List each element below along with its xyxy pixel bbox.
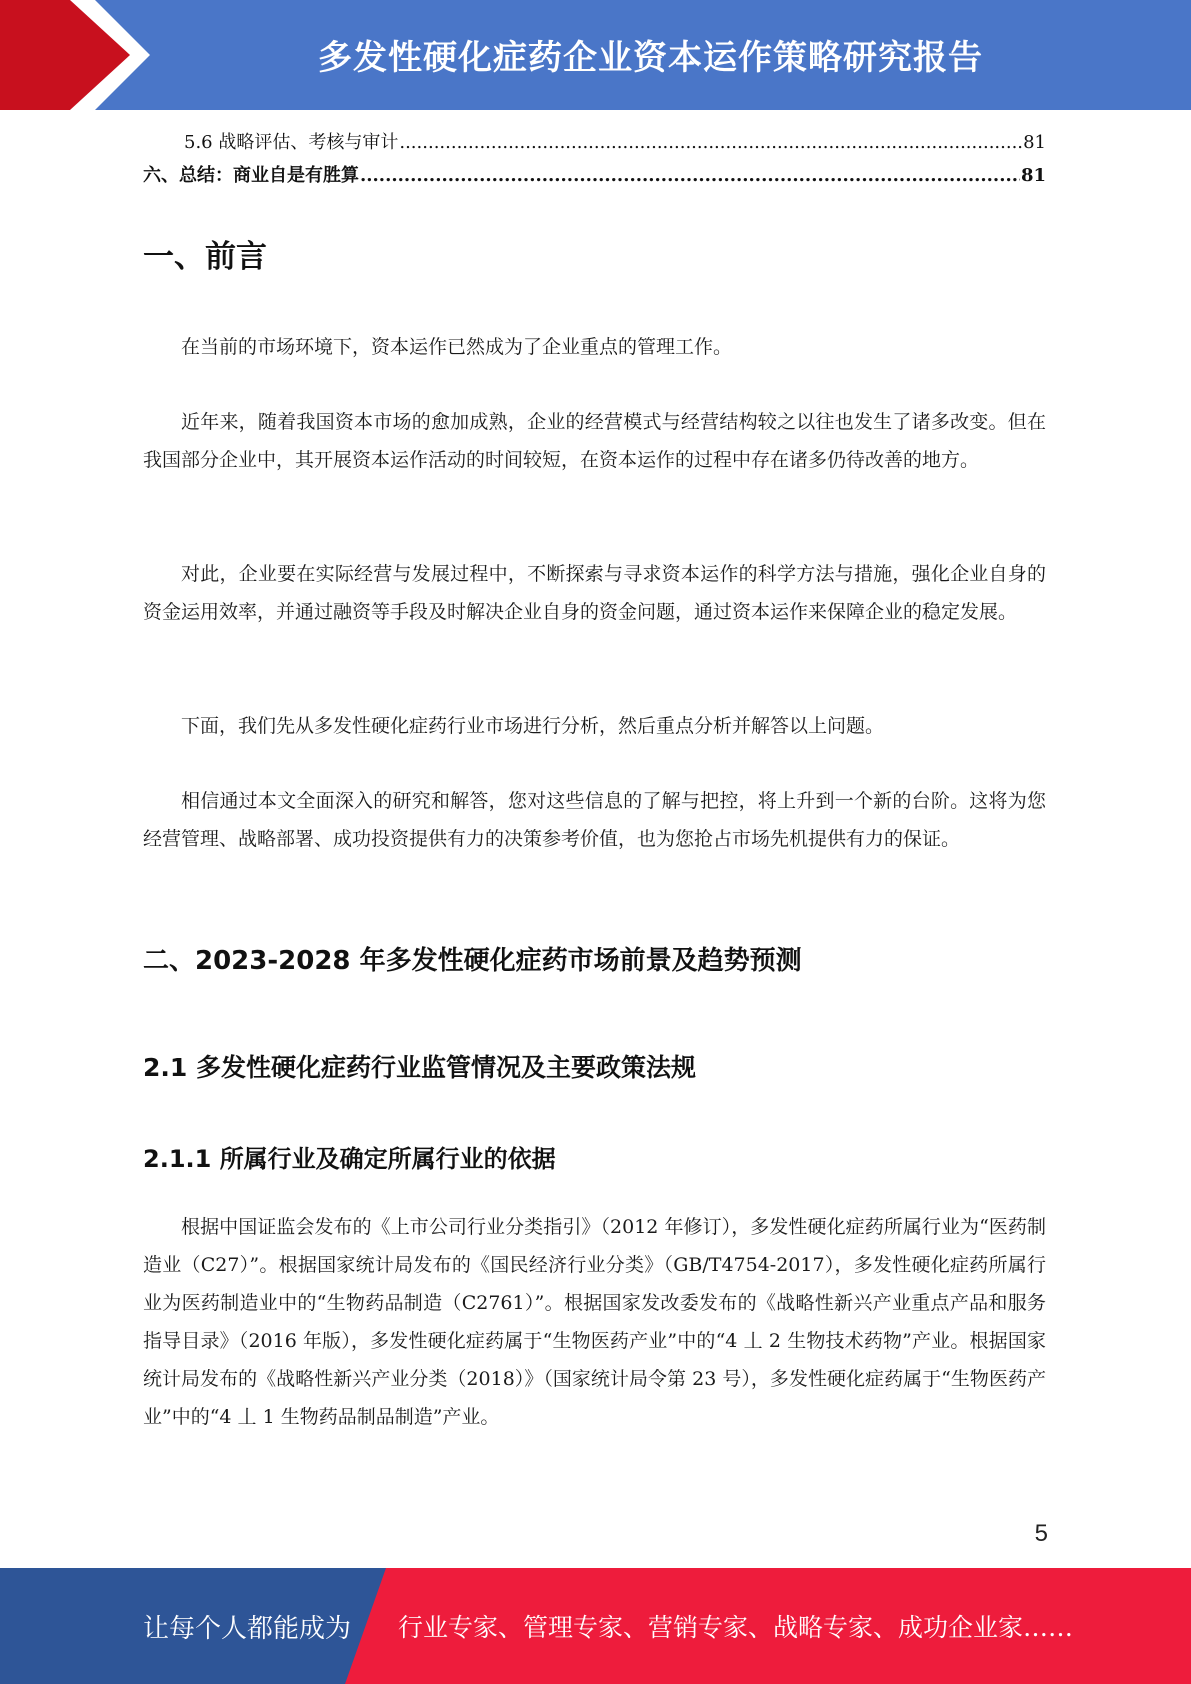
toc-entry-label: 5.6 战略评估、考核与审计 xyxy=(184,132,399,153)
intro-paragraph: 对此，企业要在实际经营与发展过程中，不断探索与寻求资本运作的科学方法与措施，强化企业自身的资金运用效率，并通过融资等手段及时解决企业自身的资金问题，通过资本运作来保障企业的稳定发展。 xyxy=(143,563,1046,623)
intro-paragraph: 相信通过本文全面深入的研究和解答，您对这些信息的了解与把控，将上升到一个新的台阶。这将为您经营管理、战略部署、成功投资提供有力的决策参考价值，也为您抢占市场先机提供有力的保证。 xyxy=(143,790,1046,850)
toc-leader-dots xyxy=(360,165,1020,186)
toc-leader-dots xyxy=(399,132,1022,153)
subsubsection-heading: 2.1.1 所属行业及确定所属行业的依据 xyxy=(143,1145,556,1173)
section-heading-intro: 一、前言 xyxy=(143,239,267,275)
toc-entry[interactable] xyxy=(143,128,1046,161)
header-arrow-decoration xyxy=(0,0,160,110)
table-of-contents xyxy=(143,128,1046,194)
header-banner xyxy=(0,0,1191,110)
intro-paragraph: 下面，我们先从多发性硬化症药行业市场进行分析，然后重点分析并解答以上问题。 xyxy=(181,715,885,737)
page-number: 5 xyxy=(1034,1520,1048,1547)
subsection-heading: 2.1 多发性硬化症药行业监管情况及主要政策法规 xyxy=(143,1053,696,1082)
footer-slogan-right: 行业专家、管理专家、营销专家、战略专家、成功企业家…… xyxy=(398,1613,1074,1642)
toc-entry-page: 81 xyxy=(1023,132,1046,153)
intro-paragraph: 近年来，随着我国资本市场的愈加成熟，企业的经营模式与经营结构较之以往也发生了诸多改变。但在我国部分企业中，其开展资本运作活动的时间较短，在资本运作的过程中存在诸多仍待改善的地方。 xyxy=(143,411,1046,471)
header-title: 多发性硬化症药企业资本运作策略研究报告 xyxy=(318,37,983,78)
toc-entry[interactable] xyxy=(143,161,1046,194)
footer-slogan-left: 让每个人都能成为 xyxy=(143,1613,352,1644)
intro-paragraph: 在当前的市场环境下，资本运作已然成为了企业重点的管理工作。 xyxy=(181,336,733,358)
toc-entry-label: 六、总结：商业自是有胜算 xyxy=(143,165,359,186)
section-heading-market: 二、2023-2028 年多发性硬化症药市场前景及趋势预测 xyxy=(143,946,802,976)
industry-paragraph: 根据中国证监会发布的《上市公司行业分类指引》（2012 年修订），多发性硬化症药所属行业为“医药制造业（C27）”。根据国家统计局发布的《国民经济行业分类》（GB/T4754-2017），多发性硬化症药所属行业为医药制造业中的“生物药品制造（C2761）”。根据国家发改委发布的《战略性新兴产业重点产品和服务指导目录》（2016 年版），多发性硬化症药属于“生物医药产业”中的“4 丄 2 生物技术药物”产业。根据国家统计局发布的《战略性新兴产业分类（2018）》（国家统计局令第 23 号），多发性硬化症药属于“生物医药产业”中的“4 丄 1 生物药品制品制造”产业。 xyxy=(143,1216,1046,1428)
toc-entry-page: 81 xyxy=(1020,165,1046,186)
footer-banner xyxy=(0,1568,1191,1684)
